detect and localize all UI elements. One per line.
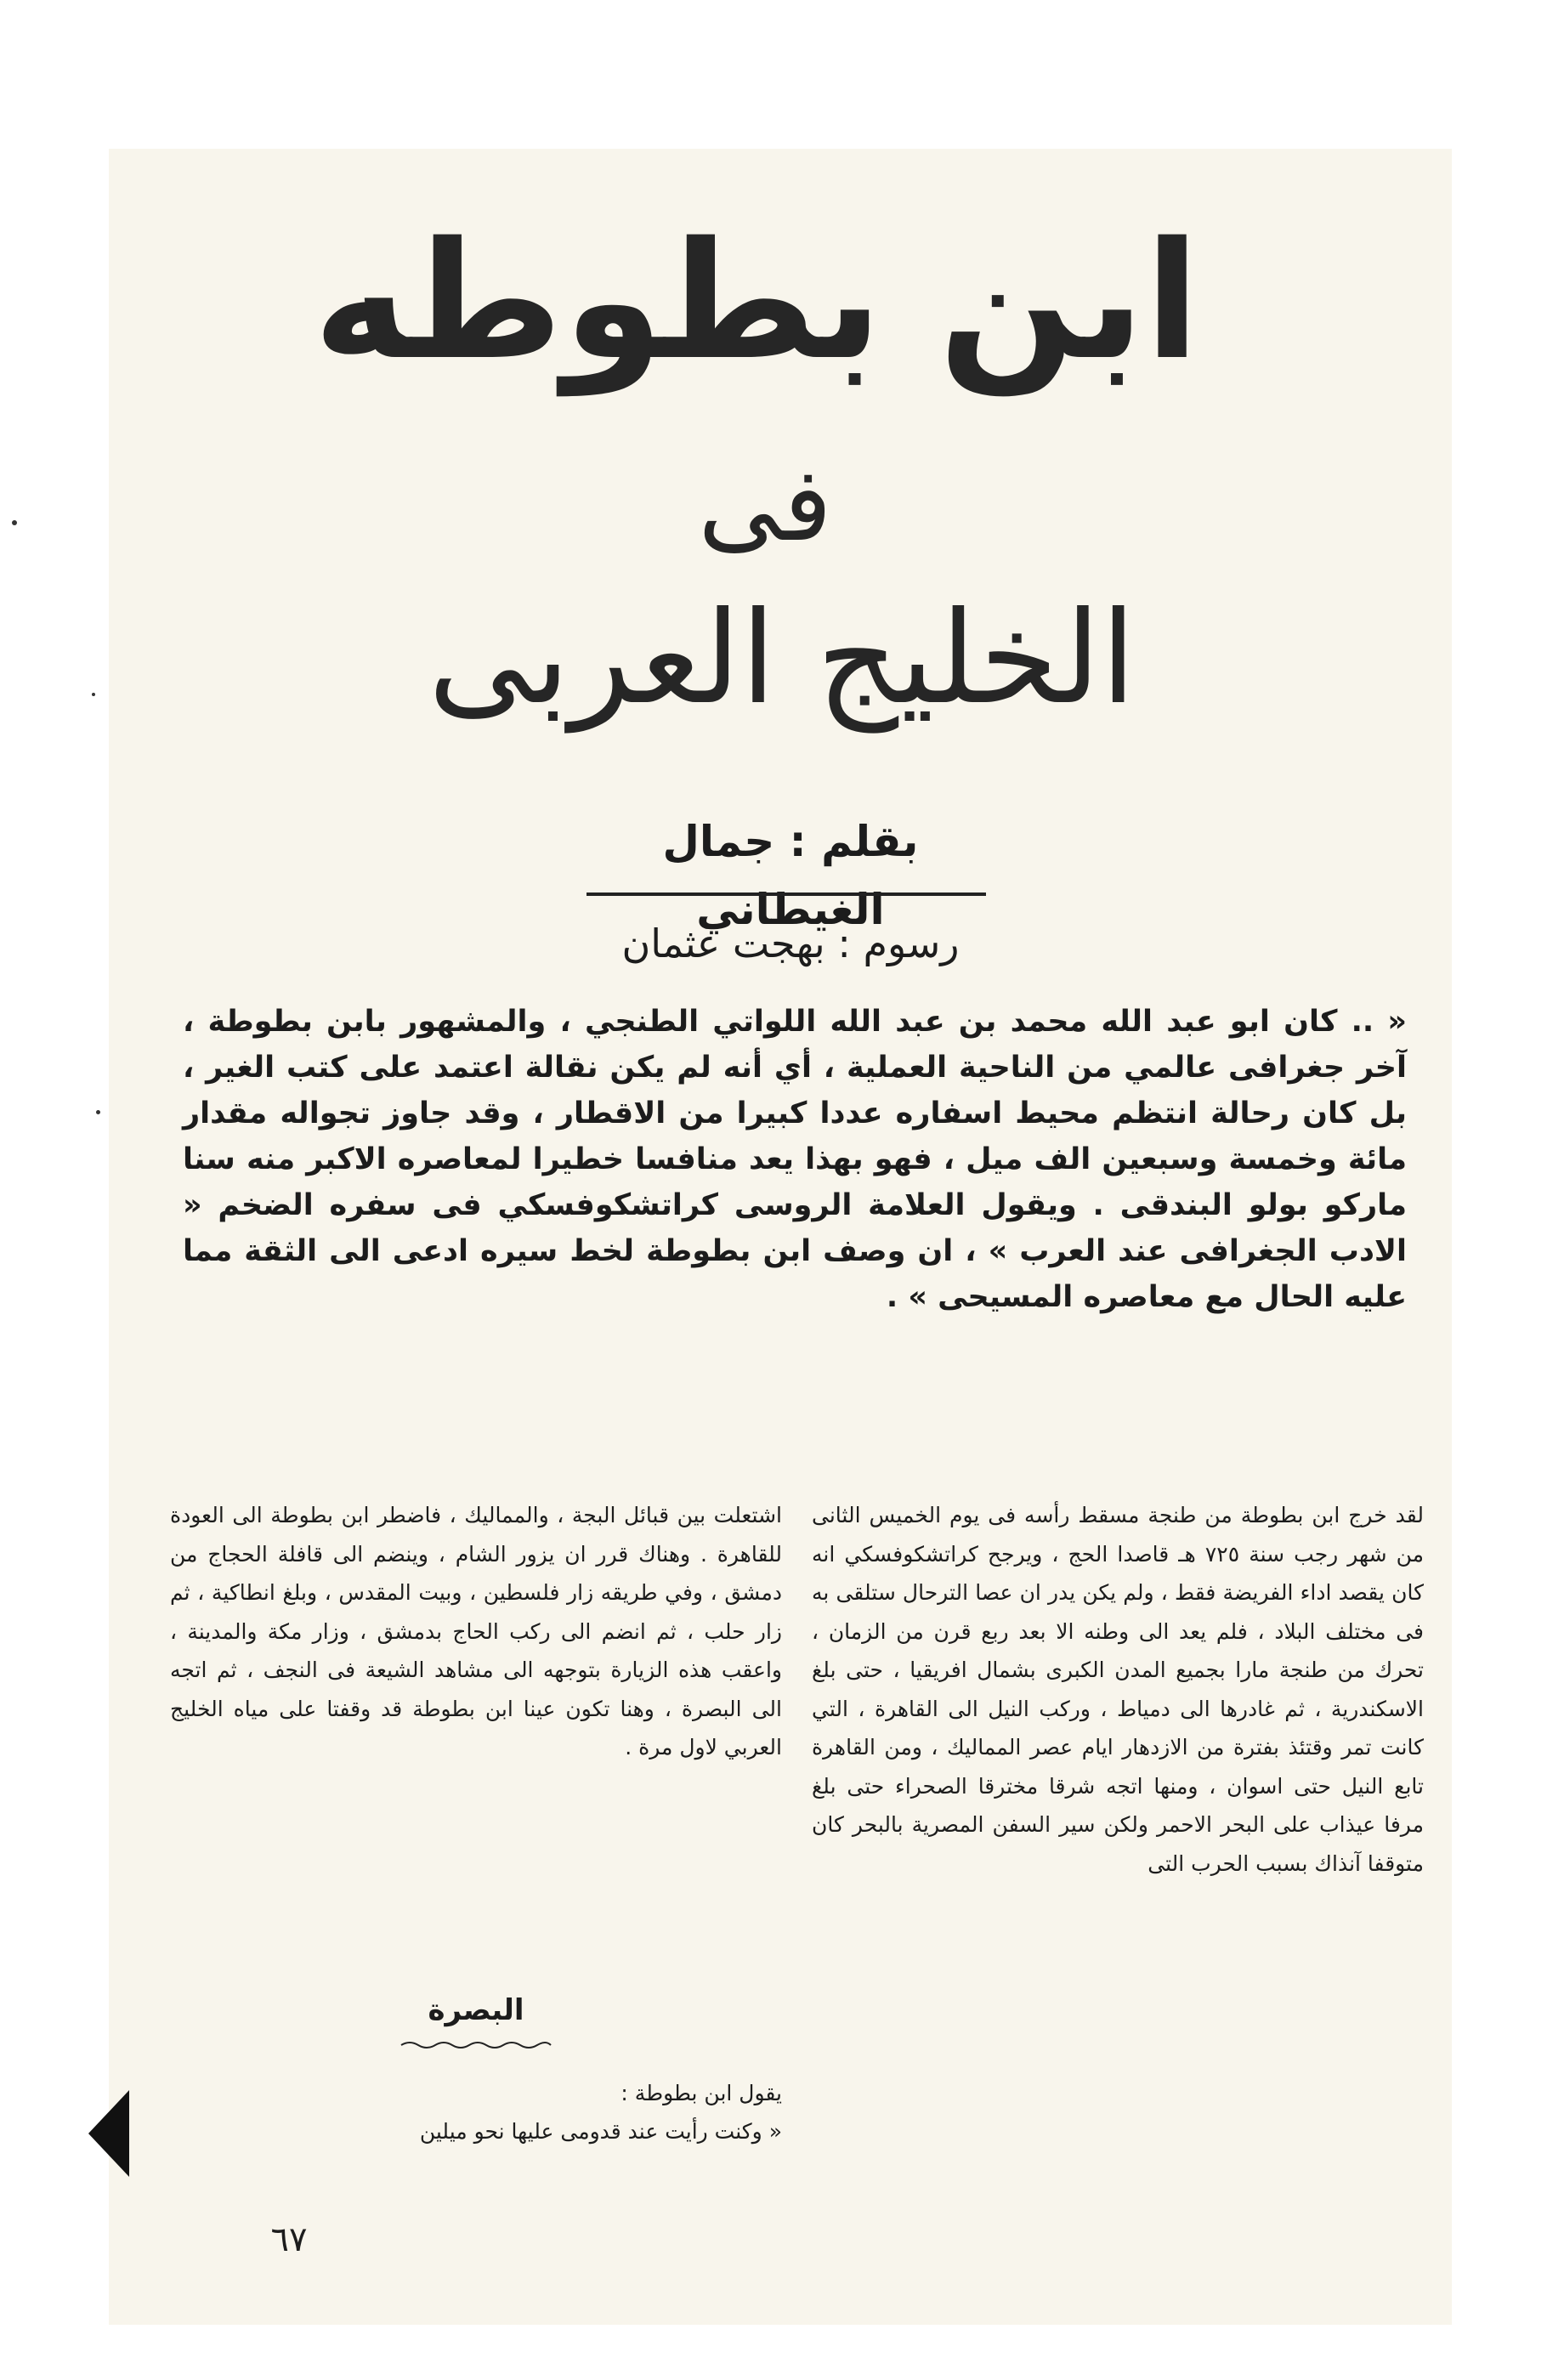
article-title: ابن بطوطه [313, 207, 1200, 395]
scan-speck [12, 520, 17, 525]
article-title-preposition: فى [698, 446, 832, 564]
intro-paragraph [183, 999, 1407, 1320]
quote-start-line: « وكنت رأيت عند قدومى عليها نحو ميلين [419, 2119, 782, 2144]
author-byline: بقلم : جمال الغيطاني [662, 817, 919, 934]
quote-block [170, 2074, 782, 2150]
scan-speck [96, 1110, 100, 1114]
intro-text: « .. كان ابو عبد الله محمد بن عبد الله اللواتي الطنجي ، والمشهور بابن بطوطة ، آخر جغرافى عالمي من الناحية العملية ، أي أنه لم يكن نقالة اعتمد على كتب الغير ، بل كان رحالة انتظم محيط اسفاره عددا كبيرا من الاقطار ، وقد جاوز تجواله مقدار مائة وخمسة وسبعين الف ميل ، فهو بهذا يعد منافسا خطيرا لمعاصره الاكبر منه سنا ماركو بولو البندقى . ويقول العلامة الروسى كراتشكوفسكي فى سفره الضخم « الادب الجغرافى عند العرب » ، ان وصف ابن بطوطة لخط سيره ادعى الى الثقة مما عليه الحال مع معاصره المسيحى » . [183, 1005, 1407, 1314]
heading-underline-ornament [400, 2038, 552, 2052]
article-title-gulf: الخليج العربى [428, 585, 1136, 733]
body-text-left: اشتعلت بين قبائل البجة ، والمماليك ، فاضطر ابن بطوطة الى العودة للقاهرة . وهناك قرر ان يزور الشام ، وينضم الى قافلة الحجاج من دمشق ، وفي طريقه زار فلسطين ، وبيت المقدس ، وبلغ انطاكية ، ثم زار حلب ، ثم انضم الى ركب الحاج بدمشق ، وزار مكة والمدينة ، واعقب هذه الزيارة بتوجهه الى مشاهد الشيعة فى النجف ، ثم اتجه الى البصرة ، وهنا تكون عينا ابن بطوطة قد وقفتا على مياه الخليج العربي لاول مرة . [170, 1503, 782, 1760]
body-text-right: لقد خرج ابن بطوطة من طنجة مسقط رأسه فى يوم الخميس الثانى من شهر رجب سنة ٧٢٥ هـ قاصدا الحج ، ويرجح كراتشكوفسكي انه كان يقصد اداء الفريضة فقط ، ولم يكن يدر ان عصا الترحال ستلقى به فى مختلف البلاد ، فلم يعد الى وطنه الا بعد ربع قرن من الزمان ، تحرك من طنجة مارا بجميع المدن الكبرى بشمال افريقيا ، حتى بلغ الاسكندرية ، ثم غادرها الى دمياط ، وركب النيل الى القاهرة ، التي كانت تمر وقتئذ بفترة من الازدهار ايام عصر المماليك ، ومن القاهرة تابع النيل حتى اسوان ، ومنها اتجه شرقا مخترقا الصحراء حتى بلغ مرفا عيذاب على البحر الاحمر ولكن سير السفن المصرية بالبحر كان متوقفا آنذاك بسبب الحرب التى [812, 1503, 1424, 1876]
illustrator-credit: رسوم : بهجت عثمان [621, 921, 960, 966]
continue-arrow-icon [85, 2087, 133, 2180]
body-column-left [170, 1496, 782, 1767]
section-heading-basra: البصرة [428, 1993, 524, 2027]
body-column-right [812, 1496, 1424, 1883]
page-number: ٦٧ [270, 2220, 308, 2259]
byline-divider [586, 892, 986, 896]
quote-intro-line: يقول ابن بطوطة : [620, 2081, 782, 2105]
scan-speck [92, 693, 95, 696]
